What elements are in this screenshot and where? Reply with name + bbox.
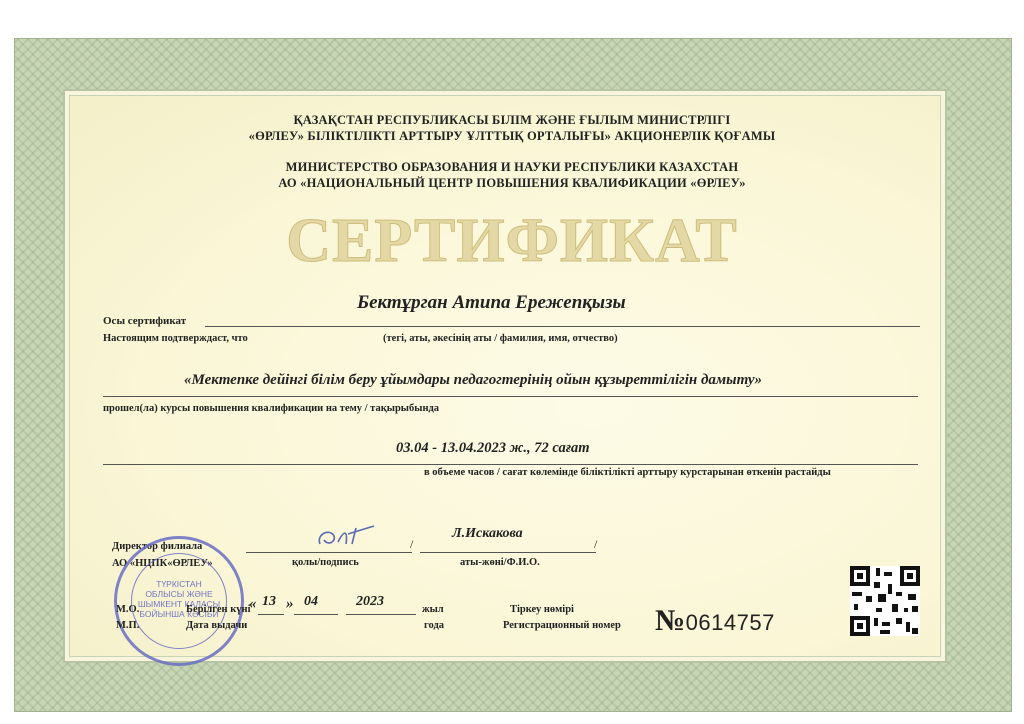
stamp-place-kz: М.О. [116,604,140,615]
year-label-kz: жыл [422,604,444,615]
stamp-line3: ШЫМКЕНТ КАЛАСЫ [137,599,221,609]
header-ru-line1: МИНИСТЕРСТВО ОБРАЗОВАНИЯ И НАУКИ РЕСПУБЛИКИ КАЗАХСТАН [285,160,739,174]
header-ru-line2: АО «НАЦИОНАЛЬНЫЙ ЦЕНТР ПОВЫШЕНИЯ КВАЛИФИКАЦИИ «ӨРЛЕУ» [278,176,746,190]
registration-number-value: 0614757 [685,610,775,635]
recipient-label-kz: Осы сертификат [103,315,187,327]
signature-underline [246,552,412,553]
course-label: прошел(ла) курсы повышения квалификации на тему / тақырыбында [103,403,440,414]
issued-label-kz: Берілген күні [186,604,251,615]
day-underline [258,614,284,615]
reg-label-ru: Регистрационный номер [503,620,621,631]
course-topic: «Мектепке дейінгі білім беру ұйымдары педагогтерінің ойын құзыреттілігін дамыту» [184,372,763,388]
recipient-name: Бектұрган Атипа Ережепқызы [357,292,626,313]
course-period: 03.04 - 13.04.2023 ж., 72 сағат [396,440,590,456]
period-label: в объеме часов / сағат көлемінде біліктілікті арттыру курстарынан өткенін растайды [424,467,831,478]
signer-name-caption: аты-жөні/Ф.И.О. [460,557,540,568]
recipient-label-ru: Настоящим подтверждаст, что [103,333,248,344]
registration-number [655,604,775,638]
issued-label-ru: Дата выдачи [186,620,248,631]
recipient-underline [205,326,920,327]
reg-label-kz: Тіркеу нөмірі [510,604,574,615]
stamp-line2: ОБЛЫСЫ ЖӘНЕ [145,589,213,599]
month-underline [294,614,338,615]
year-label-ru: года [424,620,445,631]
stamp-line1: ТҮРКІСТАН [156,579,202,589]
director-title: Директор филиала [112,541,203,552]
director-org: АО «НЦПК«ӨРЛЕУ» [112,558,213,569]
certificate-title: СЕРТИФИКАТ [286,207,738,275]
recipient-hint: (тегі, аты, әкесінің аты / фамилия, имя, отчество) [383,333,618,344]
number-sign: № [655,604,686,637]
topic-underline [103,396,918,397]
issue-day: 13 [262,594,276,609]
issue-year: 2023 [356,594,384,609]
period-underline [103,464,918,465]
signature-mark [312,520,382,552]
signer-name: Л.Искакова [452,526,523,541]
year-underline [346,614,416,615]
stamp-place-ru: М.П. [116,620,140,631]
header-kz-line2: «ӨРЛЕУ» БІЛІКТІЛІКТІ АРТТЫРУ ҰЛТТЫҚ ОРТАЛЫҒЫ» АКЦИОНЕРЛІК ҚОҒАМЫ [248,129,776,143]
qr-code [850,566,920,636]
official-stamp [114,536,244,666]
header-kz-line1: ҚАЗАҚСТАН РЕСПУБЛИКАСЫ БІЛІМ ЖӘНЕ ҒЫЛЫМ МИНИСТРЛІГІ [293,113,731,127]
issue-month: 04 [304,594,318,609]
stamp-line4: БОЙЫНША КӘСІБИ [139,609,219,619]
signature-caption: қолы/подпись [292,557,359,568]
signer-underline [420,552,596,553]
